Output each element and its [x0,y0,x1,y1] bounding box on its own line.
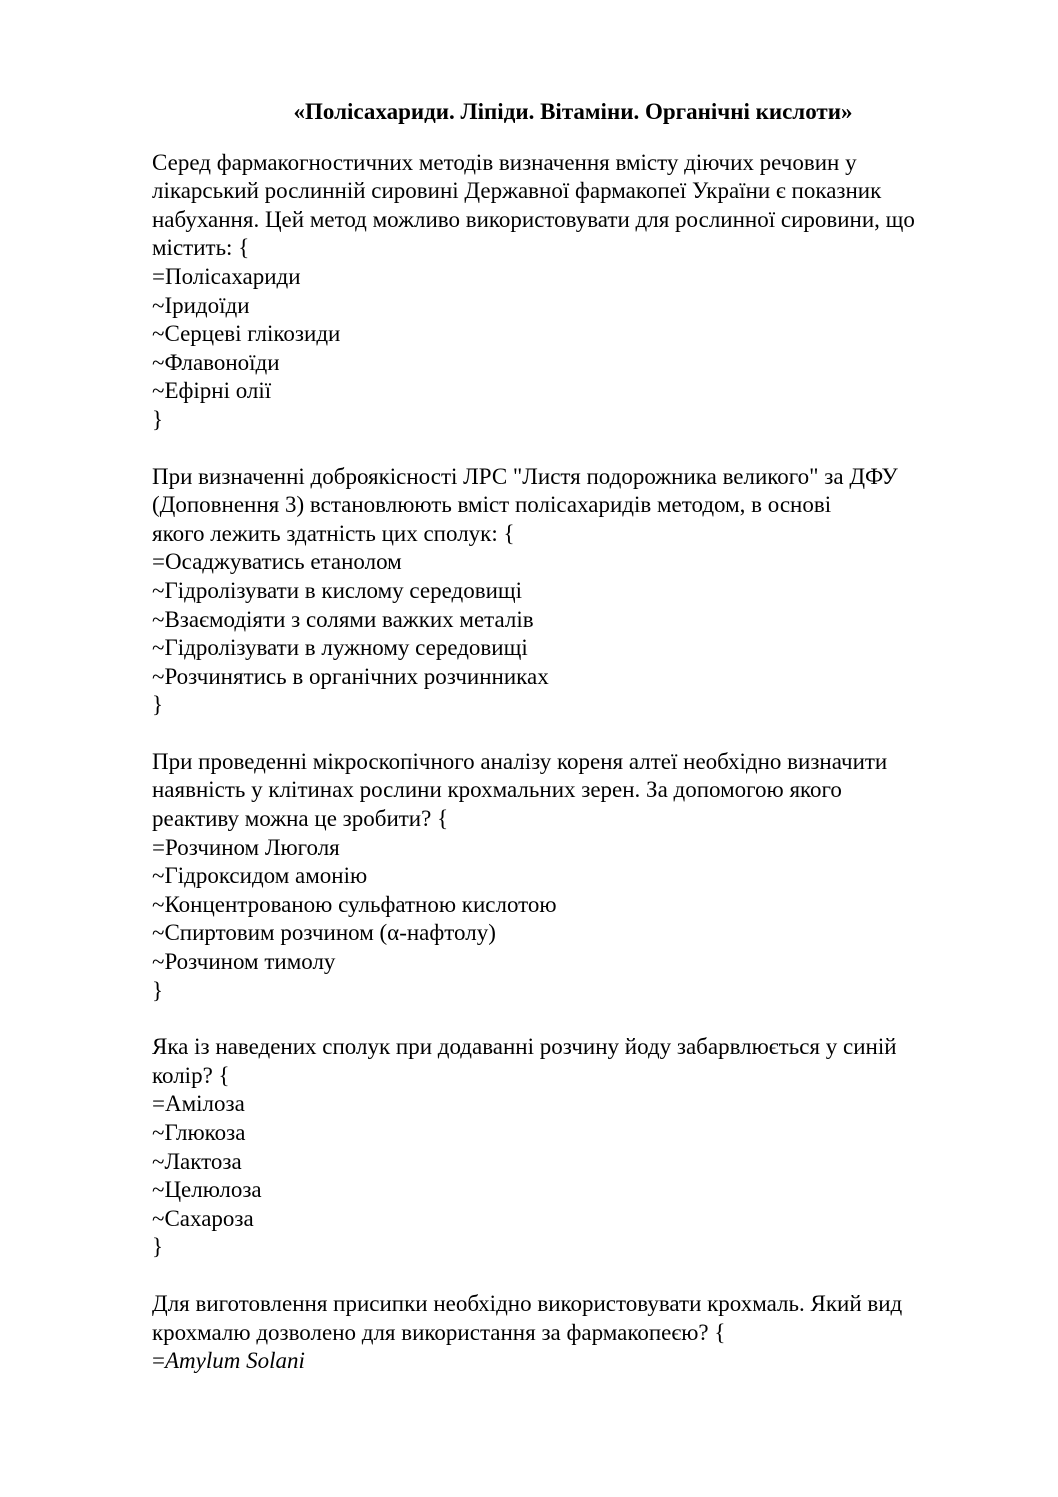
answer-option: ~Спиртовим розчином (α-нафтолу) [152,920,496,946]
answer-option-correct: =Амілоза [152,1091,245,1117]
answer-option-correct: =Розчином Люголя [152,834,340,860]
question-2 [152,463,982,720]
closing-brace: } [152,1234,164,1260]
stem-line: якого лежить здатність цих сполук: { [152,520,515,546]
question-3 [152,748,982,1005]
answer-option: ~Целюлоза [152,1177,262,1203]
answer-option-correct [152,1347,982,1376]
answer-option: ~Іридоїди [152,292,250,318]
answer-option: ~Концентрованою сульфатною кислотою [152,891,557,917]
question-stem [152,149,982,263]
stem-line: наявність у клітинах рослини крохмальних зерен. За допомогою якого [152,777,842,803]
document-title: «Полісахариди. Ліпіди. Вітаміни. Органічні кислоти» [293,99,853,124]
stem-line: містить: { [152,235,250,261]
question-stem [152,1290,982,1347]
answer-option-correct: =Осаджуватись етанолом [152,549,402,575]
stem-line: (Доповнення 3) встановлюють вміст полісахаридів методом, в основі [152,492,832,518]
answer-prefix: = [152,1348,165,1374]
question-stem [152,748,982,834]
answer-option: ~Гідролізувати в кислому середовищі [152,577,522,603]
stem-line: крохмалю дозволено для використання за фармакопеєю? { [152,1319,726,1345]
answer-option: ~Сахароза [152,1205,254,1231]
stem-line: При проведенні мікроскопічного аналізу кореня алтеї необхідно визначити [152,748,888,774]
answer-option: ~Флавоноїди [152,349,280,375]
stem-line: Для виготовлення присипки необхідно використовувати крохмаль. Який вид [152,1290,903,1316]
question-stem [152,1033,982,1090]
answer-option: ~Розчином тимолу [152,949,336,975]
stem-line: При визначенні доброякісності ЛРС "Листя подорожника великого" за ДФУ [152,463,898,489]
answer-option: ~Розчинятись в органічних розчинниках [152,663,549,689]
closing-brace: } [152,406,164,432]
document-body [152,98,982,1404]
stem-line: Яка із наведених сполук при додаванні розчину йоду забарвлюється у синій [152,1034,897,1060]
question-stem [152,463,982,549]
answer-option: ~Серцеві глікозиди [152,321,341,347]
stem-line: набухання. Цей метод можливо використовувати для рослинної сировини, що [152,206,915,232]
question-1 [152,149,982,435]
answer-option: ~Ефірні олії [152,378,272,404]
stem-line: колір? { [152,1062,230,1088]
stem-line: лікарський рослинній сировині Державної фармакопеї України є показник [152,178,882,204]
answer-option: ~Взаємодіяти з солями важких металів [152,606,534,632]
stem-line: реактиву можна це зробити? { [152,806,449,832]
closing-brace: } [152,692,164,718]
stem-line: Серед фармакогностичних методів визначення вмісту діючих речовин у [152,149,857,175]
answer-option: ~Глюкоза [152,1120,246,1145]
question-5 [152,1290,982,1376]
answer-option-correct: =Полісахариди [152,263,301,289]
answer-option: ~Гідроксидом амонію [152,863,368,889]
question-4 [152,1033,982,1262]
answer-option: ~Гідролізувати в лужному середовищі [152,635,528,661]
answer-option-italic: Amylum Solani [164,1348,305,1374]
answer-option: ~Лактоза [152,1148,242,1174]
closing-brace: } [152,977,164,1003]
